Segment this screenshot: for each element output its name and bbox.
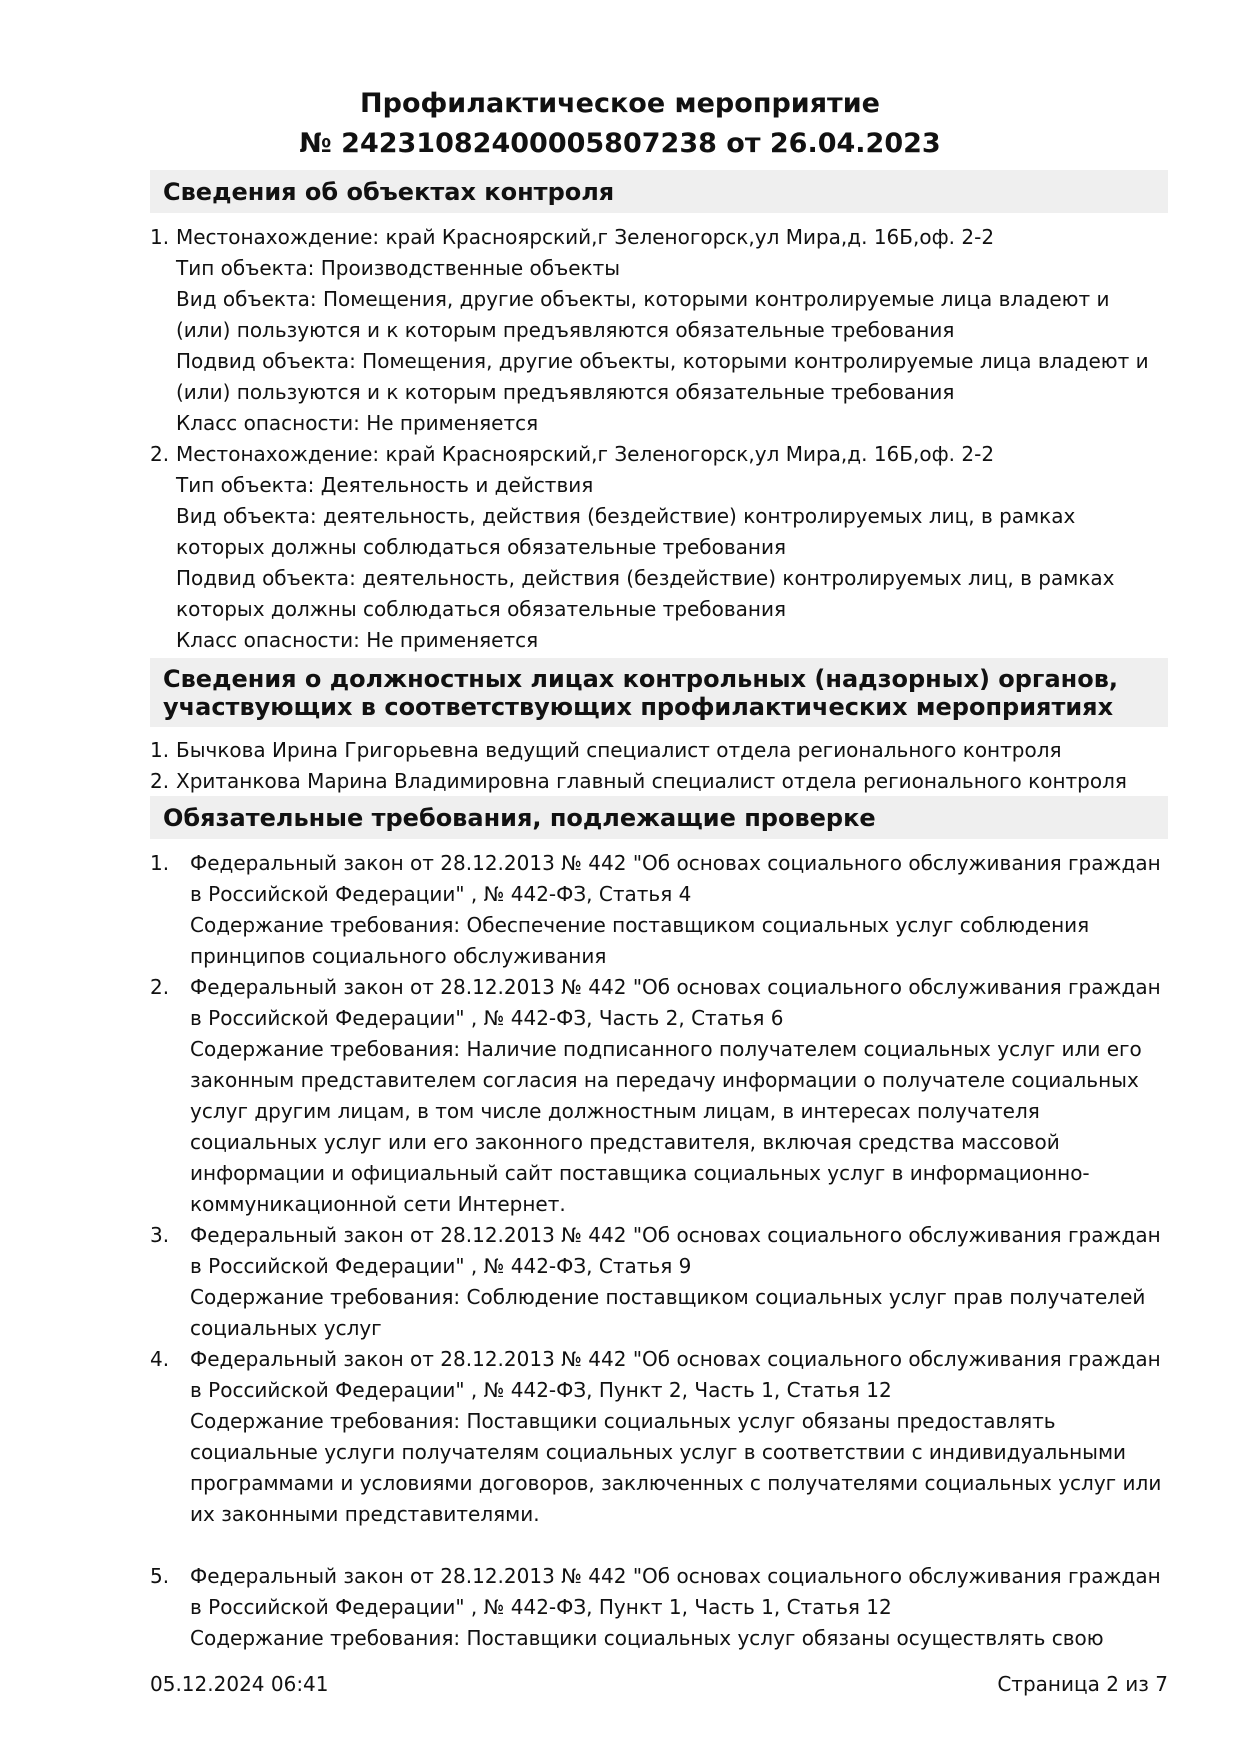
item-number: 1. (150, 851, 170, 875)
list-item (150, 735, 1168, 766)
official-name: Хританкова Марина Владимировна главный специалист отдела регионального контроля (176, 769, 1127, 793)
officials-list (150, 735, 1168, 797)
requirement-law: Федеральный закон от 28.12.2013 № 442 "Об основах социального обслуживания граждан в Российской Федерации" , № 442-ФЗ, Пункт 1, Часть 1, Статья 12 (190, 1564, 1161, 1619)
footer-page-number: Страница 2 из 7 (997, 1672, 1168, 1696)
list-item (150, 439, 1168, 656)
list-item (150, 1344, 1168, 1530)
list-item (150, 848, 1168, 972)
section-header-officials: Сведения о должностных лицах контрольных (надзорных) органов, участвующих в соответствующих профилактических мероприятиях (150, 658, 1168, 727)
objects-list (150, 222, 1168, 656)
object-type: Тип объекта: Деятельность и действия (176, 473, 594, 497)
list-item (150, 972, 1168, 1220)
section-header-requirements: Обязательные требования, подлежащие проверке (150, 796, 1168, 839)
page-title-line1: Профилактическое мероприятие (360, 88, 880, 119)
item-number: 2. (150, 975, 170, 999)
list-item (150, 1220, 1168, 1344)
object-kind: Вид объекта: Помещения, другие объекты, которыми контролируемые лица владеют и (или) пользуются и к которым предъявляются обязательные требования (176, 287, 1110, 342)
item-number: 3. (150, 1223, 170, 1247)
requirement-content: Содержание требования: Соблюдение поставщиком социальных услуг прав получателей социальных услуг (190, 1285, 1146, 1340)
requirement-law: Федеральный закон от 28.12.2013 № 442 "Об основах социального обслуживания граждан в Российской Федерации" , № 442-ФЗ, Часть 2, Статья 6 (190, 975, 1161, 1030)
object-subkind: Подвид объекта: деятельность, действия (бездействие) контролируемых лиц, в рамках которых должны соблюдаться обязательные требования (176, 566, 1115, 621)
requirement-law: Федеральный закон от 28.12.2013 № 442 "Об основах социального обслуживания граждан в Российской Федерации" , № 442-ФЗ, Статья 4 (190, 851, 1161, 906)
item-number: 1. (150, 225, 170, 249)
footer-datetime: 05.12.2024 06:41 (150, 1672, 329, 1696)
page-title (0, 84, 1240, 164)
requirement-content: Содержание требования: Обеспечение поставщиком социальных услуг соблюдения принципов социального обслуживания (190, 913, 1090, 968)
requirement-content: Содержание требования: Поставщики социальных услуг обязаны осуществлять свою (190, 1626, 1104, 1650)
requirement-content: Содержание требования: Поставщики социальных услуг обязаны предоставлять социальные услуги получателям социальных услуг в соответствии с индивидуальными программами и условиями договоров, заключенных с получателями социальных услуг или их законными представителями. (190, 1409, 1162, 1526)
object-hazard-class: Класс опасности: Не применяется (176, 411, 539, 435)
item-number: 1. (150, 738, 170, 762)
object-kind: Вид объекта: деятельность, действия (бездействие) контролируемых лиц, в рамках которых должны соблюдаться обязательные требования (176, 504, 1076, 559)
object-subkind: Подвид объекта: Помещения, другие объекты, которыми контролируемые лица владеют и (или) пользуются и к которым предъявляются обязательные требования (176, 349, 1149, 404)
item-number: 4. (150, 1347, 170, 1371)
list-item (150, 766, 1168, 797)
object-location: Местонахождение: край Красноярский,г Зеленогорск,ул Мира,д. 16Б,оф. 2-2 (176, 442, 995, 466)
section-header-objects: Сведения об объектах контроля (150, 170, 1168, 213)
object-type: Тип объекта: Производственные объекты (176, 256, 621, 280)
requirement-law: Федеральный закон от 28.12.2013 № 442 "Об основах социального обслуживания граждан в Российской Федерации" , № 442-ФЗ, Пункт 2, Часть 1, Статья 12 (190, 1347, 1161, 1402)
page-title-line2: № 24231082400005807238 от 26.04.2023 (299, 128, 941, 159)
object-location: Местонахождение: край Красноярский,г Зеленогорск,ул Мира,д. 16Б,оф. 2-2 (176, 225, 995, 249)
list-item (150, 1561, 1168, 1654)
official-name: Бычкова Ирина Григорьевна ведущий специалист отдела регионального контроля (176, 738, 1062, 762)
requirement-content: Содержание требования: Наличие подписанного получателем социальных услуг или его законным представителем согласия на передачу информации о получателе социальных услуг другим лицам, в том числе должностным лицам, в интересах получателя социальных услуг или его законного представителя, включая средства массовой информации и официальный сайт поставщика социальных услуг в информационно-коммуникационной сети Интернет. (190, 1037, 1142, 1216)
requirement-law: Федеральный закон от 28.12.2013 № 442 "Об основах социального обслуживания граждан в Российской Федерации" , № 442-ФЗ, Статья 9 (190, 1223, 1161, 1278)
item-number: 5. (150, 1564, 170, 1588)
item-number: 2. (150, 769, 170, 793)
requirements-list (150, 848, 1168, 1654)
item-number: 2. (150, 442, 170, 466)
object-hazard-class: Класс опасности: Не применяется (176, 628, 539, 652)
list-item (150, 222, 1168, 439)
